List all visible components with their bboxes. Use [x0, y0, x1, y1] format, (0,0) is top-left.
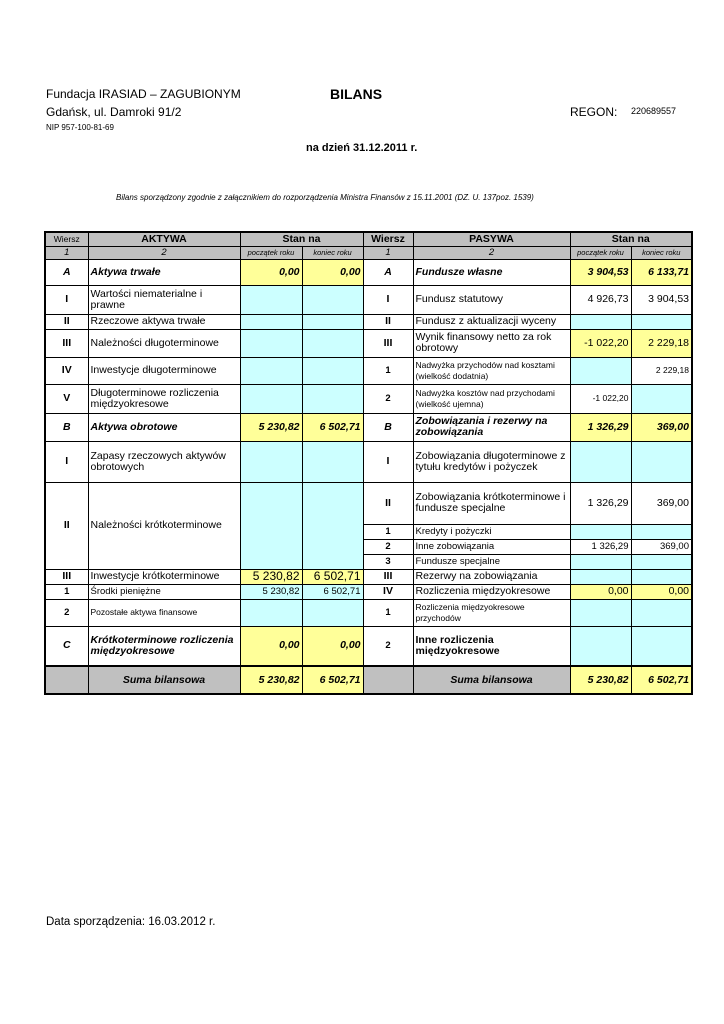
row-marker: 1 — [363, 524, 413, 539]
table-row — [45, 384, 692, 413]
row-marker: II — [45, 482, 88, 569]
col-header-stan-na: Stan na — [570, 232, 692, 246]
col-header-wiersz: Wiersz — [45, 232, 88, 246]
asset-start-value — [240, 357, 302, 384]
asset-start-value — [240, 384, 302, 413]
liability-end-value: 6 133,71 — [631, 259, 692, 285]
liability-end-value: 369,00 — [631, 413, 692, 441]
table-row — [45, 259, 692, 285]
asset-end-value: 6 502,71 — [302, 569, 363, 584]
liability-start-value — [570, 441, 631, 482]
liability-start-value — [570, 569, 631, 584]
organization-address: Gdańsk, ul. Damroki 91/2 — [46, 105, 182, 119]
sum-row — [45, 666, 692, 694]
row-marker: V — [45, 384, 88, 413]
liability-label: Rozliczenia międzyokresowe — [413, 584, 570, 599]
liability-label: Zobowiązania i rezerwy na zobowiązania — [413, 413, 570, 441]
liability-end-value — [631, 524, 692, 539]
asset-label: Należności długoterminowe — [88, 329, 240, 357]
liability-start-value: 4 926,73 — [570, 285, 631, 314]
balance-sheet-table — [44, 231, 693, 695]
liability-end-value — [631, 384, 692, 413]
row-marker: A — [363, 259, 413, 285]
row-marker: B — [363, 413, 413, 441]
regon-label: REGON: — [570, 105, 618, 119]
liability-sum-end: 6 502,71 — [631, 666, 692, 694]
liability-end-value: 369,00 — [631, 539, 692, 554]
row-marker: I — [363, 441, 413, 482]
liability-end-value — [631, 314, 692, 329]
asset-sum-label: Suma bilansowa — [88, 666, 240, 694]
liability-label: Fundusze własne — [413, 259, 570, 285]
row-marker: II — [363, 482, 413, 524]
asset-end-value — [302, 329, 363, 357]
liability-start-value: -1 022,20 — [570, 329, 631, 357]
col-header-wiersz: Wiersz — [363, 232, 413, 246]
liability-end-value — [631, 569, 692, 584]
liability-label: Fundusze specjalne — [413, 554, 570, 569]
row-marker: 1 — [45, 584, 88, 599]
liability-label: Nadwyżka kosztów nad przychodami (wielkość ujemna) — [413, 384, 570, 413]
table-row — [45, 314, 692, 329]
row-marker: 2 — [363, 626, 413, 666]
liability-start-value — [570, 357, 631, 384]
table-row — [45, 285, 692, 314]
col-number: 2 — [88, 246, 240, 259]
row-marker: 2 — [363, 384, 413, 413]
asset-label: Długoterminowe rozliczenia międzyokresowe — [88, 384, 240, 413]
liability-label: Zobowiązania krótkoterminowe i fundusze specjalne — [413, 482, 570, 524]
col-number: 1 — [363, 246, 413, 259]
col-number: 2 — [413, 246, 570, 259]
row-marker: C — [45, 626, 88, 666]
asset-label: Inwestycje krótkoterminowe — [88, 569, 240, 584]
col-header-aktywa: AKTYWA — [88, 232, 240, 246]
asset-end-value — [302, 482, 363, 569]
liability-end-value — [631, 441, 692, 482]
row-marker: II — [45, 314, 88, 329]
asset-end-value — [302, 599, 363, 626]
table-row — [45, 599, 692, 626]
liability-end-value: 369,00 — [631, 482, 692, 524]
table-row — [45, 441, 692, 482]
liability-label: Fundusz statutowy — [413, 285, 570, 314]
table-row — [45, 626, 692, 666]
preparation-date: Data sporządzenia: 16.03.2012 r. — [46, 916, 216, 928]
asset-label: Inwestycje długoterminowe — [88, 357, 240, 384]
legal-note: Bilans sporządzony zgodnie z załącznikiem do rozporządzenia Ministra Finansów z 15.11.2001 (DZ. U. 137poz. 1539) — [116, 193, 534, 202]
row-marker: 3 — [363, 554, 413, 569]
liability-start-value — [570, 554, 631, 569]
table-row — [45, 413, 692, 441]
col-header-end: koniec roku — [302, 246, 363, 259]
liability-start-value: 3 904,53 — [570, 259, 631, 285]
asset-end-value — [302, 285, 363, 314]
document-title: BILANS — [330, 86, 383, 102]
row-marker: I — [45, 285, 88, 314]
asset-label: Rzeczowe aktywa trwałe — [88, 314, 240, 329]
asset-start-value: 5 230,82 — [240, 413, 302, 441]
row-marker: IV — [363, 584, 413, 599]
asset-label: Zapasy rzeczowych aktywów obrotowych — [88, 441, 240, 482]
row-marker: I — [363, 285, 413, 314]
asset-end-value: 6 502,71 — [302, 584, 363, 599]
col-header-start: początek roku — [240, 246, 302, 259]
asset-label: Środki pieniężne — [88, 584, 240, 599]
liability-start-value — [570, 626, 631, 666]
row-marker: III — [363, 329, 413, 357]
table-row — [45, 329, 692, 357]
liability-label: Fundusz z aktualizacji wyceny — [413, 314, 570, 329]
liability-start-value — [570, 314, 631, 329]
regon-value: 220689557 — [631, 106, 677, 116]
liability-label: Zobowiązania długoterminowe z tytułu kredytów i pożyczek — [413, 441, 570, 482]
table-row — [45, 482, 692, 524]
asset-start-value — [240, 599, 302, 626]
liability-start-value: 1 326,29 — [570, 413, 631, 441]
balance-date: na dzień 31.12.2011 r. — [306, 142, 418, 154]
table-row — [45, 357, 692, 384]
asset-sum-end: 6 502,71 — [302, 666, 363, 694]
liability-end-value: 2 229,18 — [631, 357, 692, 384]
liability-end-value — [631, 626, 692, 666]
liability-start-value: 0,00 — [570, 584, 631, 599]
liability-start-value: -1 022,20 — [570, 384, 631, 413]
asset-start-value — [240, 314, 302, 329]
row-marker: III — [363, 569, 413, 584]
sum-row-marker — [363, 666, 413, 694]
sum-row-marker — [45, 666, 88, 694]
liability-sum-start: 5 230,82 — [570, 666, 631, 694]
asset-label: Aktywa obrotowe — [88, 413, 240, 441]
asset-start-value: 0,00 — [240, 259, 302, 285]
liability-label: Rezerwy na zobowiązania — [413, 569, 570, 584]
liability-end-value: 0,00 — [631, 584, 692, 599]
row-marker: III — [45, 329, 88, 357]
asset-label: Krótkoterminowe rozliczenia międzyokresowe — [88, 626, 240, 666]
liability-label: Inne rozliczenia międzyokresowe — [413, 626, 570, 666]
asset-label: Należności krótkoterminowe — [88, 482, 240, 569]
asset-label: Wartości niematerialne i prawne — [88, 285, 240, 314]
liability-label: Nadwyżka przychodów nad kosztami (wielkość dodatnia) — [413, 357, 570, 384]
row-marker: 2 — [45, 599, 88, 626]
liability-sum-label: Suma bilansowa — [413, 666, 570, 694]
liability-end-value: 2 229,18 — [631, 329, 692, 357]
row-marker: B — [45, 413, 88, 441]
asset-end-value: 6 502,71 — [302, 413, 363, 441]
liability-start-value — [570, 524, 631, 539]
table-row — [45, 584, 692, 599]
row-marker: 2 — [363, 539, 413, 554]
asset-start-value — [240, 482, 302, 569]
asset-start-value — [240, 285, 302, 314]
liability-end-value: 3 904,53 — [631, 285, 692, 314]
liability-label: Kredyty i pożyczki — [413, 524, 570, 539]
row-marker: III — [45, 569, 88, 584]
row-marker: IV — [45, 357, 88, 384]
col-header-end: koniec roku — [631, 246, 692, 259]
liability-start-value — [570, 599, 631, 626]
asset-start-value: 5 230,82 — [240, 569, 302, 584]
asset-start-value — [240, 441, 302, 482]
liability-label: Rozliczenia międzyokresowe przychodów — [413, 599, 570, 626]
asset-sum-start: 5 230,82 — [240, 666, 302, 694]
liability-start-value: 1 326,29 — [570, 482, 631, 524]
asset-start-value: 5 230,82 — [240, 584, 302, 599]
asset-end-value: 0,00 — [302, 626, 363, 666]
asset-end-value: 0,00 — [302, 259, 363, 285]
liability-end-value — [631, 599, 692, 626]
row-marker: I — [45, 441, 88, 482]
asset-start-value: 0,00 — [240, 626, 302, 666]
row-marker: A — [45, 259, 88, 285]
liability-end-value — [631, 554, 692, 569]
asset-start-value — [240, 329, 302, 357]
row-marker: II — [363, 314, 413, 329]
liability-label: Inne zobowiązania — [413, 539, 570, 554]
asset-end-value — [302, 441, 363, 482]
nip-number: NIP 957-100-81-69 — [46, 123, 114, 132]
col-header-pasywa: PASYWA — [413, 232, 570, 246]
row-marker: 1 — [363, 357, 413, 384]
table-row — [45, 569, 692, 584]
liability-label: Wynik finansowy netto za rok obrotowy — [413, 329, 570, 357]
asset-end-value — [302, 357, 363, 384]
col-number: 1 — [45, 246, 88, 259]
col-header-stan-na: Stan na — [240, 232, 363, 246]
organization-name: Fundacja IRASIAD – ZAGUBIONYM — [46, 87, 241, 101]
liability-start-value: 1 326,29 — [570, 539, 631, 554]
asset-label: Pozostałe aktywa finansowe — [88, 599, 240, 626]
asset-label: Aktywa trwałe — [88, 259, 240, 285]
col-header-start: początek roku — [570, 246, 631, 259]
asset-end-value — [302, 314, 363, 329]
row-marker: 1 — [363, 599, 413, 626]
asset-end-value — [302, 384, 363, 413]
